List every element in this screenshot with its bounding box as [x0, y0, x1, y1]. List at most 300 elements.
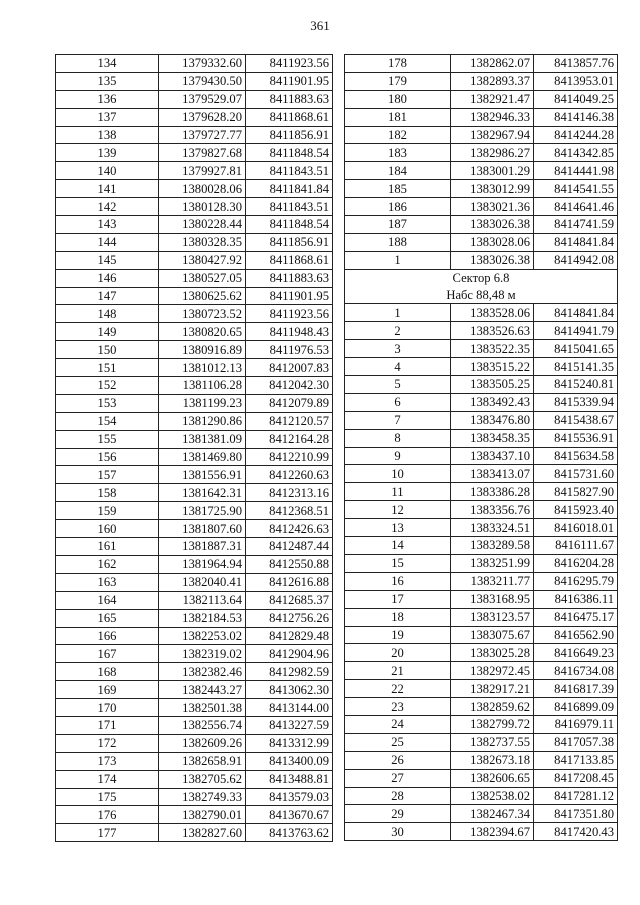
- coordinate-x: 1383211.77: [451, 572, 534, 590]
- point-number: 7: [345, 411, 451, 429]
- table-row: [56, 394, 333, 412]
- coordinate-x: 1382862.07: [451, 55, 534, 73]
- coordinate-x: 1382319.02: [159, 645, 246, 663]
- coordinate-x: 1379628.20: [159, 108, 246, 126]
- table-row: [345, 162, 618, 180]
- coordinate-x: 1383386.28: [451, 483, 534, 501]
- coordinate-y: 8411901.95: [246, 287, 333, 305]
- point-number: 157: [56, 466, 159, 484]
- coordinate-y: 8417281.12: [534, 787, 618, 805]
- coordinate-y: 8411856.91: [246, 126, 333, 144]
- coordinate-y: 8415339.94: [534, 393, 618, 411]
- point-number: 145: [56, 251, 159, 269]
- coordinate-y: 8412313.16: [246, 484, 333, 502]
- page-number: 361: [310, 18, 330, 33]
- table-row: [345, 144, 618, 162]
- coordinate-y: 8414049.25: [534, 90, 618, 108]
- coordinate-y: 8413953.01: [534, 72, 618, 90]
- coordinate-y: 8411868.61: [246, 251, 333, 269]
- coordinate-y: 8411848.54: [246, 216, 333, 234]
- point-number: 27: [345, 769, 451, 787]
- coordinate-x: 1382184.53: [159, 609, 246, 627]
- coordinate-x: 1382705.62: [159, 770, 246, 788]
- coordinate-y: 8416734.08: [534, 662, 618, 680]
- point-number: 143: [56, 216, 159, 234]
- point-number: 170: [56, 699, 159, 717]
- coordinate-x: 1382394.67: [451, 823, 534, 841]
- table-row: [56, 484, 333, 502]
- coordinate-x: 1382827.60: [159, 824, 246, 842]
- coordinate-y: 8415438.67: [534, 411, 618, 429]
- coordinate-x: 1382673.18: [451, 751, 534, 769]
- point-number: 182: [345, 126, 451, 144]
- coordinate-x: 1383437.10: [451, 447, 534, 465]
- coordinate-y: 8412904.96: [246, 645, 333, 663]
- coordinate-y: 8415041.65: [534, 340, 618, 358]
- coordinate-x: 1382921.47: [451, 90, 534, 108]
- table-row: [56, 448, 333, 466]
- coordinate-x: 1382040.41: [159, 573, 246, 591]
- point-number: 16: [345, 572, 451, 590]
- coordinate-x: 1380028.06: [159, 180, 246, 198]
- coordinate-x: 1382556.74: [159, 716, 246, 734]
- table-row: [345, 483, 618, 501]
- coordinate-x: 1382443.27: [159, 681, 246, 699]
- point-number: 19: [345, 626, 451, 644]
- point-number: 174: [56, 770, 159, 788]
- point-number: 21: [345, 662, 451, 680]
- coordinate-y: 8416475.17: [534, 608, 618, 626]
- coordinate-y: 8411901.95: [246, 72, 333, 90]
- coordinate-y: 8415827.90: [534, 483, 618, 501]
- table-row: [345, 198, 618, 216]
- table-row: [345, 322, 618, 340]
- coordinate-y: 8411841.84: [246, 180, 333, 198]
- coordinate-x: 1380328.35: [159, 233, 246, 251]
- coordinate-x: 1383413.07: [451, 465, 534, 483]
- point-number: 173: [56, 752, 159, 770]
- point-number: 25: [345, 733, 451, 751]
- coordinate-x: 1382799.72: [451, 715, 534, 733]
- table-row: [56, 162, 333, 180]
- table-row: [56, 180, 333, 198]
- point-number: 28: [345, 787, 451, 805]
- point-number: 181: [345, 108, 451, 126]
- point-number: 22: [345, 680, 451, 698]
- table-row: [345, 501, 618, 519]
- coordinate-y: 8413670.67: [246, 806, 333, 824]
- point-number: 135: [56, 72, 159, 90]
- coordinate-x: 1380228.44: [159, 216, 246, 234]
- table-row: [56, 287, 333, 305]
- coordinate-y: 8413227.59: [246, 716, 333, 734]
- table-row: [56, 430, 333, 448]
- point-number: 18: [345, 608, 451, 626]
- coordinate-y: 8416111.67: [534, 537, 618, 555]
- coordinate-y: 8413857.76: [534, 55, 618, 73]
- point-number: 179: [345, 72, 451, 90]
- coordinate-y: 8413312.99: [246, 734, 333, 752]
- coordinate-x: 1383505.25: [451, 376, 534, 394]
- point-number: 15: [345, 554, 451, 572]
- point-number: 8: [345, 429, 451, 447]
- coordinate-x: 1382609.26: [159, 734, 246, 752]
- coordinate-y: 8411883.63: [246, 90, 333, 108]
- coordinate-x: 1381725.90: [159, 502, 246, 520]
- point-number: 26: [345, 751, 451, 769]
- coordinate-y: 8413400.09: [246, 752, 333, 770]
- point-number: 147: [56, 287, 159, 305]
- table-row: [345, 554, 618, 572]
- table-row: [56, 645, 333, 663]
- coordinate-y: 8412616.88: [246, 573, 333, 591]
- point-number: 11: [345, 483, 451, 501]
- coordinate-y: 8412079.89: [246, 394, 333, 412]
- coordinate-x: 1383168.95: [451, 590, 534, 608]
- point-number: 176: [56, 806, 159, 824]
- point-number: 148: [56, 305, 159, 323]
- coordinate-y: 8414641.46: [534, 198, 618, 216]
- table-row: [345, 251, 618, 269]
- coordinate-y: 8412260.63: [246, 466, 333, 484]
- coordinate-x: 1381381.09: [159, 430, 246, 448]
- coordinate-x: 1381964.94: [159, 555, 246, 573]
- coordinate-y: 8411843.51: [246, 162, 333, 180]
- table-row: [345, 216, 618, 234]
- section-caption-row: [345, 269, 618, 286]
- table-row: [56, 305, 333, 323]
- table-row: [56, 716, 333, 734]
- table-row: [345, 429, 618, 447]
- point-number: 171: [56, 716, 159, 734]
- section-caption-height: Набс 88,48 м: [345, 287, 618, 304]
- point-number: 3: [345, 340, 451, 358]
- point-number: 142: [56, 198, 159, 216]
- point-number: 158: [56, 484, 159, 502]
- coordinate-x: 1383528.06: [451, 304, 534, 322]
- point-number: 136: [56, 90, 159, 108]
- table-row: [56, 412, 333, 430]
- table-row: [345, 90, 618, 108]
- coordinate-x: 1382946.33: [451, 108, 534, 126]
- coordinate-y: 8414244.28: [534, 126, 618, 144]
- coordinate-x: 1383515.22: [451, 358, 534, 376]
- table-row: [56, 90, 333, 108]
- coordinate-y: 8413488.81: [246, 770, 333, 788]
- point-number: 140: [56, 162, 159, 180]
- point-number: 9: [345, 447, 451, 465]
- coordinate-x: 1382382.46: [159, 663, 246, 681]
- point-number: 149: [56, 323, 159, 341]
- coordinate-y: 8416899.09: [534, 698, 618, 716]
- coordinate-x: 1381807.60: [159, 520, 246, 538]
- point-number: 162: [56, 555, 159, 573]
- coordinate-y: 8416817.39: [534, 680, 618, 698]
- table-row: [56, 269, 333, 287]
- table-row: [345, 411, 618, 429]
- coordinate-y: 8412487.44: [246, 538, 333, 556]
- table-row: [345, 662, 618, 680]
- table-row: [56, 323, 333, 341]
- point-number: 167: [56, 645, 159, 663]
- table-row: [56, 359, 333, 377]
- table-row: [345, 519, 618, 537]
- coordinate-x: 1382749.33: [159, 788, 246, 806]
- coordinate-x: 1382538.02: [451, 787, 534, 805]
- point-number: 139: [56, 144, 159, 162]
- coordinate-x: 1383458.35: [451, 429, 534, 447]
- table-row: [56, 627, 333, 645]
- table-row: [56, 520, 333, 538]
- point-number: 155: [56, 430, 159, 448]
- table-row: [345, 644, 618, 662]
- table-row: [56, 341, 333, 359]
- coordinate-x: 1383123.57: [451, 608, 534, 626]
- coordinate-x: 1382501.38: [159, 699, 246, 717]
- coordinate-x: 1383492.43: [451, 393, 534, 411]
- table-row: [345, 698, 618, 716]
- point-number: 163: [56, 573, 159, 591]
- coordinate-x: 1381290.86: [159, 412, 246, 430]
- table-row: [56, 681, 333, 699]
- coordinate-y: 8414841.84: [534, 304, 618, 322]
- coordinate-x: 1383289.58: [451, 537, 534, 555]
- coordinate-x: 1382986.27: [451, 144, 534, 162]
- table-row: [345, 447, 618, 465]
- coordinate-x: 1383012.99: [451, 180, 534, 198]
- point-number: 154: [56, 412, 159, 430]
- table-row: [56, 251, 333, 269]
- coordinate-y: 8413062.30: [246, 681, 333, 699]
- coordinate-x: 1380128.30: [159, 198, 246, 216]
- table-row: [56, 72, 333, 90]
- point-number: 14: [345, 537, 451, 555]
- coordinate-x: 1379827.68: [159, 144, 246, 162]
- coordinate-x: 1381469.80: [159, 448, 246, 466]
- coordinate-x: 1382859.62: [451, 698, 534, 716]
- coordinate-y: 8417208.45: [534, 769, 618, 787]
- coordinate-y: 8414941.79: [534, 322, 618, 340]
- table-row: [56, 538, 333, 556]
- coordinate-y: 8411848.54: [246, 144, 333, 162]
- table-row: [345, 590, 618, 608]
- coordinate-y: 8417133.85: [534, 751, 618, 769]
- coordinate-y: 8412210.99: [246, 448, 333, 466]
- coordinate-x: 1380625.62: [159, 287, 246, 305]
- coordinate-y: 8411923.56: [246, 55, 333, 73]
- coordinate-x: 1382790.01: [159, 806, 246, 824]
- table-row: [56, 555, 333, 573]
- point-number: 10: [345, 465, 451, 483]
- table-row: [56, 824, 333, 842]
- table-row: [56, 144, 333, 162]
- table-row: [345, 626, 618, 644]
- table-row: [345, 733, 618, 751]
- table-row: [56, 502, 333, 520]
- table-row: [345, 805, 618, 823]
- coordinate-y: 8417351.80: [534, 805, 618, 823]
- point-number: 185: [345, 180, 451, 198]
- point-number: 137: [56, 108, 159, 126]
- coordinate-y: 8414741.59: [534, 216, 618, 234]
- section-caption-title: Сектор 6.8: [345, 269, 618, 286]
- table-row: [345, 823, 618, 841]
- coordinate-y: 8414146.38: [534, 108, 618, 126]
- coordinate-x: 1383025.28: [451, 644, 534, 662]
- table-row: [345, 751, 618, 769]
- table-row: [56, 573, 333, 591]
- point-number: 13: [345, 519, 451, 537]
- coordinate-y: 8415923.40: [534, 501, 618, 519]
- coordinate-y: 8416295.79: [534, 572, 618, 590]
- coordinate-x: 1383526.63: [451, 322, 534, 340]
- coordinate-y: 8411948.43: [246, 323, 333, 341]
- coordinate-x: 1382967.94: [451, 126, 534, 144]
- coordinate-x: 1379727.77: [159, 126, 246, 144]
- coordinate-y: 8416204.28: [534, 554, 618, 572]
- coordinate-x: 1381199.23: [159, 394, 246, 412]
- coordinate-y: 8416386.11: [534, 590, 618, 608]
- coordinate-x: 1381012.13: [159, 359, 246, 377]
- point-number: 17: [345, 590, 451, 608]
- table-row: [56, 752, 333, 770]
- coordinate-x: 1383026.38: [451, 216, 534, 234]
- table-row: [345, 465, 618, 483]
- coordinate-x: 1381887.31: [159, 538, 246, 556]
- point-number: 156: [56, 448, 159, 466]
- point-number: 159: [56, 502, 159, 520]
- coordinate-y: 8415141.35: [534, 358, 618, 376]
- coordinate-y: 8412120.57: [246, 412, 333, 430]
- coordinate-y: 8412550.88: [246, 555, 333, 573]
- point-number: 6: [345, 393, 451, 411]
- coordinate-x: 1383026.38: [451, 251, 534, 269]
- section-caption-row: [345, 287, 618, 304]
- table-row: [56, 466, 333, 484]
- coordinate-x: 1379927.81: [159, 162, 246, 180]
- coordinate-y: 8417420.43: [534, 823, 618, 841]
- table-row: [56, 591, 333, 609]
- point-number: 178: [345, 55, 451, 73]
- coordinate-y: 8413579.03: [246, 788, 333, 806]
- point-number: 29: [345, 805, 451, 823]
- point-number: 152: [56, 377, 159, 395]
- coordinate-y: 8412426.63: [246, 520, 333, 538]
- table-row: [56, 198, 333, 216]
- table-row: [345, 72, 618, 90]
- coordinate-y: 8415240.81: [534, 376, 618, 394]
- point-number: 5: [345, 376, 451, 394]
- coordinate-y: 8416018.01: [534, 519, 618, 537]
- coordinate-y: 8416649.23: [534, 644, 618, 662]
- coordinate-x: 1383021.36: [451, 198, 534, 216]
- coordinate-x: 1381556.91: [159, 466, 246, 484]
- table-row: [345, 393, 618, 411]
- point-number: 165: [56, 609, 159, 627]
- coordinate-x: 1380916.89: [159, 341, 246, 359]
- coordinate-x: 1380427.92: [159, 251, 246, 269]
- coordinate-y: 8411868.61: [246, 108, 333, 126]
- table-row: [345, 715, 618, 733]
- point-number: 4: [345, 358, 451, 376]
- point-number: 188: [345, 233, 451, 251]
- point-number: 20: [345, 644, 451, 662]
- table-row: [56, 663, 333, 681]
- coordinate-x: 1382253.02: [159, 627, 246, 645]
- coordinate-x: 1379430.50: [159, 72, 246, 90]
- coordinate-x: 1381106.28: [159, 377, 246, 395]
- table-row: [56, 216, 333, 234]
- coordinate-x: 1380723.52: [159, 305, 246, 323]
- coordinate-y: 8417057.38: [534, 733, 618, 751]
- coordinate-y: 8412164.28: [246, 430, 333, 448]
- coordinate-y: 8416979.11: [534, 715, 618, 733]
- point-number: 187: [345, 216, 451, 234]
- point-number: 134: [56, 55, 159, 73]
- table-row: [345, 180, 618, 198]
- coordinate-x: 1382658.91: [159, 752, 246, 770]
- table-row: [345, 126, 618, 144]
- coordinate-y: 8412685.37: [246, 591, 333, 609]
- coordinate-x: 1382972.45: [451, 662, 534, 680]
- table-row: [345, 572, 618, 590]
- coordinate-x: 1383356.76: [451, 501, 534, 519]
- coordinate-y: 8416562.90: [534, 626, 618, 644]
- coordinate-y: 8414342.85: [534, 144, 618, 162]
- point-number: 184: [345, 162, 451, 180]
- table-row: [345, 376, 618, 394]
- coordinate-x: 1383028.06: [451, 233, 534, 251]
- coordinate-y: 8413144.00: [246, 699, 333, 717]
- coordinate-y: 8412368.51: [246, 502, 333, 520]
- coordinate-x: 1383522.35: [451, 340, 534, 358]
- table-row: [345, 108, 618, 126]
- point-number: 151: [56, 359, 159, 377]
- table-row: [345, 680, 618, 698]
- coordinate-x: 1383324.51: [451, 519, 534, 537]
- point-number: 1: [345, 304, 451, 322]
- table-row: [345, 358, 618, 376]
- coordinate-x: 1383075.67: [451, 626, 534, 644]
- coordinate-x: 1382113.64: [159, 591, 246, 609]
- point-number: 2: [345, 322, 451, 340]
- coordinate-y: 8411883.63: [246, 269, 333, 287]
- point-number: 177: [56, 824, 159, 842]
- coordinate-y: 8414541.55: [534, 180, 618, 198]
- table-row: [56, 55, 333, 73]
- point-number: 23: [345, 698, 451, 716]
- point-number: 160: [56, 520, 159, 538]
- point-number: 24: [345, 715, 451, 733]
- coordinate-x: 1383476.80: [451, 411, 534, 429]
- table-row: [345, 340, 618, 358]
- table-row: [56, 770, 333, 788]
- coordinate-x: 1382467.34: [451, 805, 534, 823]
- table-row: [345, 55, 618, 73]
- table-row: [345, 787, 618, 805]
- coordinates-table-right: [344, 54, 618, 841]
- point-number: 183: [345, 144, 451, 162]
- coordinate-y: 8412982.59: [246, 663, 333, 681]
- coordinate-y: 8414441.98: [534, 162, 618, 180]
- point-number: 153: [56, 394, 159, 412]
- coordinate-y: 8412756.26: [246, 609, 333, 627]
- table-row: [56, 806, 333, 824]
- coordinate-x: 1382893.37: [451, 72, 534, 90]
- point-number: 168: [56, 663, 159, 681]
- table-row: [56, 609, 333, 627]
- table-row: [345, 608, 618, 626]
